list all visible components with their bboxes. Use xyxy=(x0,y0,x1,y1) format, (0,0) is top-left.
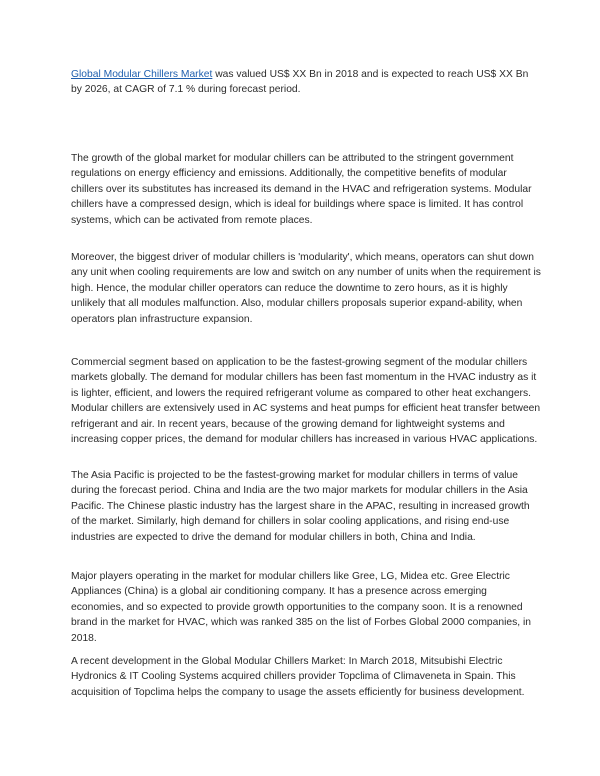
paragraph-growth-drivers: The growth of the global market for modular chillers can be attributed to the stringent government regulations on energy efficiency and emissions. Additionally, the competitive benefits of modular chillers over its substitutes has increased its demand in the HVAC and refrigeration systems. Modular chillers have a compressed design, which is ideal for buildings where space is limited. It has control systems, which can be activated from remote places. xyxy=(71,153,532,226)
market-report-link[interactable]: Global Modular Chillers Market xyxy=(71,69,213,80)
intro-text: was valued US$ XX Bn in 2018 and is expected to reach US$ XX Bn by 2026, at CAGR of 7.1 % during forecast period. xyxy=(71,69,529,96)
paragraph-major-players: Major players operating in the market for modular chillers like Gree, LG, Midea etc. Gree Electric Appliances (China) is a global air conditioning company. It has a presence across emerging economies, and so expected to provide growth opportunities to the company soon. It is a renowned brand in the market for HVAC, which was ranked 385 on the list of Forbes Global 2000 companies, in 2018. xyxy=(71,571,531,644)
paragraph-asia-pacific: The Asia Pacific is projected to be the fastest-growing market for modular chillers in terms of value during the forecast period. China and India are the two major markets for modular chillers in the Asia Pacific. The Chinese plastic industry has the largest share in the APAC, resulting in increased growth of the market. Similarly, high demand for chillers in solar cooling applications, and rising end-use industries are expected to drive the demand for modular chillers in both, China and India. xyxy=(71,470,530,543)
paragraph-recent-development: A recent development in the Global Modular Chillers Market: In March 2018, Mitsubishi Electric Hydronics & IT Cooling Systems acquired chillers provider Topclima of Climaveneta in Spain. This acquisition of Topclima helps the company to usage the assets efficiently for business development. xyxy=(71,656,525,698)
intro-paragraph xyxy=(71,67,541,98)
paragraph-modularity: Moreover, the biggest driver of modular chillers is 'modularity', which means, operators can shut down any unit when cooling requirements are low and switch on any number of units when the requirement is high. Hence, the modular chiller operators can reduce the downtime to zero hours, as it is highly unlikely that all modules malfunction. Also, modular chillers proposals superior expand-ability, when operators plan infrastructure expansion. xyxy=(71,252,541,325)
paragraph-commercial-segment: Commercial segment based on application to be the fastest-growing segment of the modular chillers markets globally. The demand for modular chillers has been fast momentum in the HVAC industry as it is lighter, efficient, and lowers the required refrigerant volume as compared to other heat exchangers. Modular chillers are extensively used in AC systems and heat pumps for efficient heat transfer between refrigerant and air. In recent years, because of the growing demand for lightweight systems and increasing copper prices, the demand for modular chillers has increased in various HVAC applications. xyxy=(71,357,541,446)
